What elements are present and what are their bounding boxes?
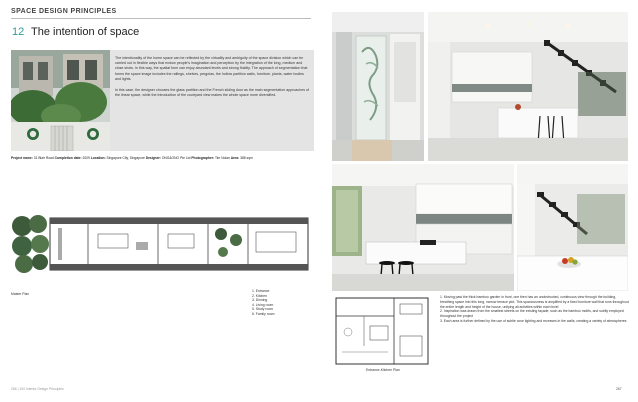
credit-label-year: Completion date: bbox=[54, 156, 82, 160]
footer-right: 267 bbox=[616, 387, 622, 391]
note-item: 3. Each area is further defined by the use of subtle cove lighting and recesses in the walls, creating a variety of atmospheres bbox=[440, 318, 627, 323]
title-number: 12 bbox=[12, 26, 25, 38]
credit-location: Singapore City, Singapore bbox=[106, 156, 145, 160]
plan-legend bbox=[252, 289, 274, 317]
intro-paragraph-2: In this case, the designer chooses the glass partition and the French sliding door as the main segmentation approaches of the linear space, while the introduction of the courtyard view makes the whole space more diversified. bbox=[115, 88, 309, 98]
credit-designer: ONG&ONG Pte Ltd bbox=[161, 156, 191, 160]
credit-year: 2009 bbox=[82, 156, 90, 160]
master-plan-caption: Master Plan bbox=[11, 292, 30, 296]
credit-project: 31 Blair Road bbox=[33, 156, 54, 160]
stair-fruit-photo: 4 bbox=[517, 164, 628, 291]
credit-photographer: Tim Nolan bbox=[214, 156, 230, 160]
glass-partition-photo: 1 bbox=[332, 12, 424, 161]
footer-left: 266 | 100 Interior Design Principles bbox=[11, 387, 64, 391]
entrance-kitchen-plan-caption: Entrance-Kitchen Plan bbox=[366, 368, 400, 372]
credit-label-designer: Designer: bbox=[145, 156, 161, 160]
legend-item: 2. Kitchen bbox=[252, 293, 268, 298]
kitchen-island-photo: 3 bbox=[332, 164, 514, 291]
intro-box bbox=[110, 50, 314, 151]
section-label: SPACE DESIGN PRINCIPLES bbox=[11, 8, 117, 15]
credit-label-project: Project name: bbox=[11, 156, 33, 160]
credit-area: 388 sqm bbox=[240, 156, 253, 160]
page-title: The intention of space bbox=[31, 26, 140, 38]
credit-label-location: Location: bbox=[90, 156, 106, 160]
legend-item: 1. Entrance bbox=[252, 289, 270, 293]
entrance-kitchen-plan bbox=[334, 296, 430, 366]
note-item: 1. Moving past the thick bamboo garden in front, one then has an unobstructed, continuous view through the building, breathing space into this long, narrow terrace plot. This spaciousness is amplified by a fixed furniture wall that runs throughout the entire length and height of the house, unifying all activities within each level bbox=[440, 295, 629, 309]
legend-item: 5. Study room bbox=[252, 307, 274, 312]
header-rule bbox=[11, 18, 311, 19]
master-plan-drawing bbox=[8, 212, 313, 274]
note-item: 2. Inspiration was drawn from the smallest streets on the existing façade, such as the bamboo motifs, and subtly employed throughout the project bbox=[440, 309, 624, 319]
project-credits bbox=[11, 156, 311, 160]
credit-label-area: Area: bbox=[230, 156, 240, 160]
intro-paragraph-1: The intentionality of the home space can be reflected by the virtuality and ambiguity of the space division which can be carried out in flexible ways that endow people's imagination and perception by the integration of the long, medium and close shots. In this way, the spatial form can enjoy abundant levels and strong fluidity. The approach of segmentation that forms the space image includes the railings, shelves, pergolas, the hollow partition walls, furniture, plants, water bodies and lights. bbox=[115, 56, 308, 81]
credit-label-photo: Photographer: bbox=[191, 156, 215, 160]
facade-photo bbox=[11, 50, 110, 151]
legend-item: 3. Dinning bbox=[252, 298, 268, 303]
legend-item: 4. Living room bbox=[252, 302, 274, 307]
design-notes bbox=[440, 295, 630, 324]
legend-item: 6. Family room bbox=[252, 311, 275, 316]
kitchen-stair-photo: 2 bbox=[428, 12, 628, 161]
